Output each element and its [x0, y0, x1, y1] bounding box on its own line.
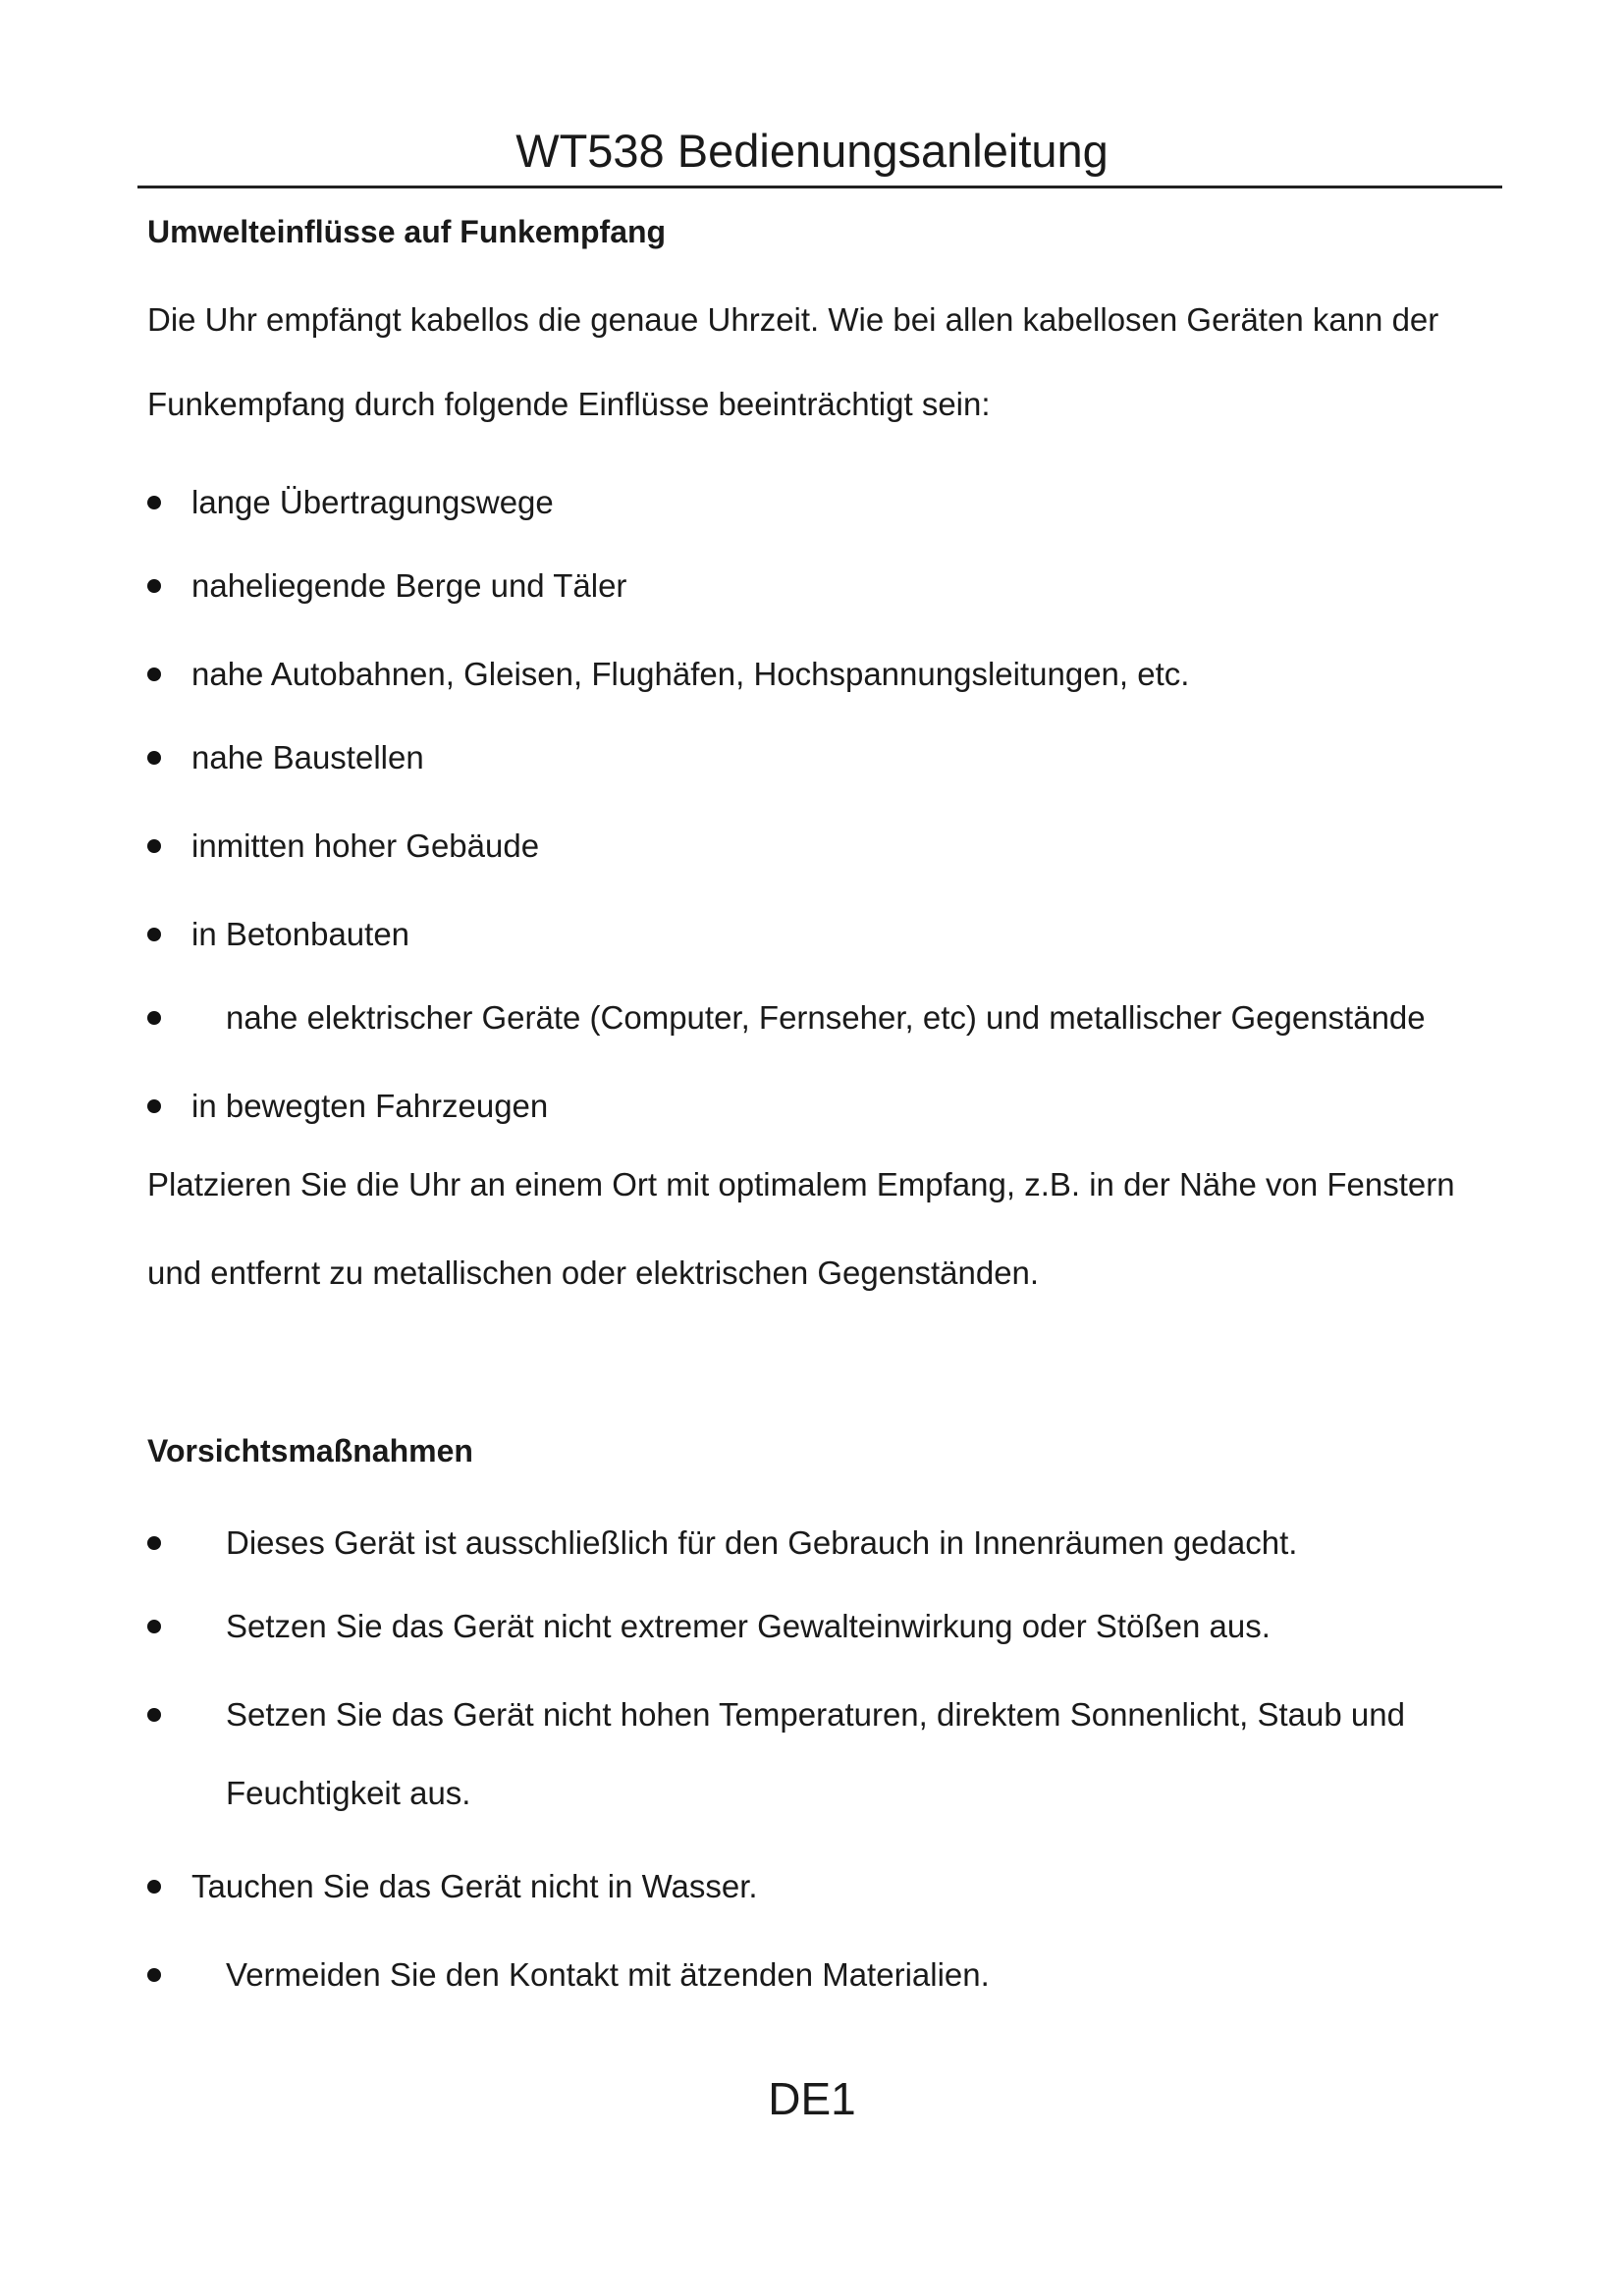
- bullet-icon: [147, 1011, 161, 1025]
- list-item-text: nahe Baustellen: [191, 739, 424, 775]
- outro-paragraph-line: Platzieren Sie die Uhr an einem Ort mit optimalem Empfang, z.B. in der Nähe von Fenstern: [147, 1166, 1455, 1202]
- bullet-icon: [147, 496, 161, 509]
- bullet-icon: [147, 579, 161, 593]
- intro-paragraph-line: Die Uhr empfängt kabellos die genaue Uhrzeit. Wie bei allen kabellosen Geräten kann der: [147, 301, 1439, 338]
- bullet-icon: [147, 1708, 161, 1722]
- bullet-icon: [147, 928, 161, 941]
- list-item-text: nahe elektrischer Geräte (Computer, Fernseher, etc) und metallischer Gegenstände: [226, 999, 1426, 1036]
- list-item-text: lange Übertragungswege: [191, 484, 554, 520]
- list-item-text: Setzen Sie das Gerät nicht hohen Temperaturen, direktem Sonnenlicht, Staub und: [226, 1696, 1405, 1733]
- list-item-text: nahe Autobahnen, Gleisen, Flughäfen, Hochspannungsleitungen, etc.: [191, 656, 1190, 692]
- outro-paragraph-line: und entfernt zu metallischen oder elektrischen Gegenständen.: [147, 1255, 1040, 1291]
- list-item-text: in Betonbauten: [191, 916, 410, 952]
- list-item-text: inmitten hoher Gebäude: [191, 828, 540, 864]
- list-item-text: Dieses Gerät ist ausschließlich für den Gebrauch in Innenräumen gedacht.: [226, 1524, 1298, 1561]
- list-item-text: in bewegten Fahrzeugen: [191, 1088, 549, 1124]
- bullet-icon: [147, 1968, 161, 1982]
- bullet-icon: [147, 1099, 161, 1113]
- page-title: WT538 Bedienungsanleitung: [515, 125, 1109, 177]
- bullet-icon: [147, 1880, 161, 1894]
- bullet-icon: [147, 839, 161, 853]
- intro-paragraph-line: Funkempfang durch folgende Einflüsse beeinträchtigt sein:: [147, 386, 991, 422]
- title-divider: [137, 186, 1502, 188]
- list-item-text: Setzen Sie das Gerät nicht extremer Gewalteinwirkung oder Stößen aus.: [226, 1608, 1271, 1644]
- bullet-icon: [147, 751, 161, 765]
- bullet-icon: [147, 1536, 161, 1550]
- list-item-text: Vermeiden Sie den Kontakt mit ätzenden Materialien.: [226, 1956, 990, 1993]
- bullet-icon: [147, 1620, 161, 1633]
- list-item-continuation: Feuchtigkeit aus.: [226, 1775, 471, 1811]
- bullet-icon: [147, 667, 161, 681]
- section-heading-reception: Umwelteinflüsse auf Funkempfang: [147, 214, 667, 249]
- list-item-text: Tauchen Sie das Gerät nicht in Wasser.: [191, 1868, 758, 1904]
- section-heading-precautions: Vorsichtsmaßnahmen: [147, 1433, 473, 1468]
- page-number: DE1: [768, 2073, 856, 2124]
- list-item-text: naheliegende Berge und Täler: [191, 567, 627, 604]
